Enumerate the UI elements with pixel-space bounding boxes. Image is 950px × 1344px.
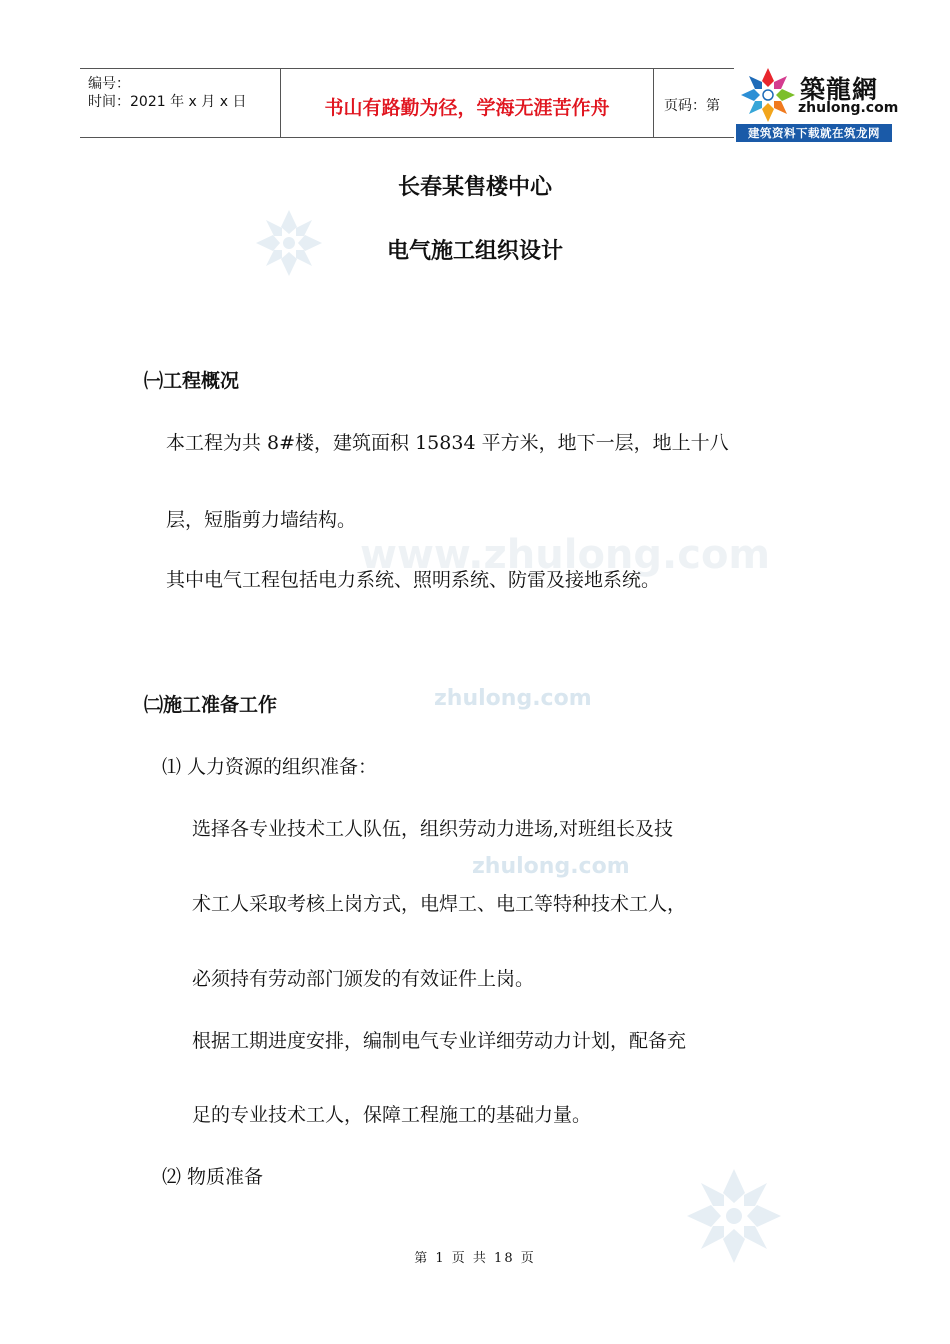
motto-text: 书山有路勤为径，学海无涯苦作舟 (324, 97, 610, 119)
number-label: 编号： (88, 76, 130, 92)
header-info-cell (80, 69, 281, 137)
zhulong-logo (734, 64, 899, 144)
header-motto-cell (281, 69, 654, 137)
watermark-text: zhulong.com (472, 854, 630, 879)
document-subtitle: 电气施工组织设计 (386, 239, 563, 264)
logo-banner: 建筑资料下载就在筑龙网 (736, 124, 892, 142)
paragraph-line: 其中电气工程包括电力系统、照明系统、防雷及接地系统。 (166, 569, 661, 591)
document-title: 长春某售楼中心 (397, 175, 552, 200)
page-label: 页码：第 (664, 98, 720, 114)
watermark-text: zhulong.com (434, 686, 592, 711)
watermark-text: www.zhulong.com (360, 532, 771, 578)
section-heading: ㈡施工准备工作 (144, 694, 278, 716)
paragraph-line: 足的专业技术工人，保障工程施工的基础力量。 (192, 1104, 592, 1126)
paragraph-line: 必须持有劳动部门颁发的有效证件上岗。 (192, 968, 535, 990)
section-heading: ㈠工程概况 (144, 370, 240, 392)
time-label: 时间：2021 年 x 月 x 日 (88, 94, 247, 110)
page-footer: 第 1 页 共 18 页 (414, 1251, 536, 1266)
subsection-label: ⑴ 人力资源的组织准备： (162, 756, 378, 778)
subsection-label: ⑵ 物质准备 (162, 1166, 264, 1188)
paragraph-line: 术工人采取考核上岗方式，电焊工、电工等特种技术工人， (192, 893, 687, 915)
paragraph-line: 层，短脂剪力墙结构。 (166, 509, 357, 531)
logo-name: 築龍網 (800, 75, 879, 104)
paragraph-line: 本工程为共 8#楼，建筑面积 15834 平方米，地下一层，地上十八 (166, 432, 729, 454)
snowflake-logo-icon (738, 66, 798, 124)
logo-url: zhulong.com (798, 100, 899, 116)
paragraph-line: 根据工期进度安排，编制电气专业详细劳动力计划，配备充 (192, 1030, 687, 1052)
paragraph-line: 选择各专业技术工人队伍，组织劳动力进场,对班组长及技 (192, 818, 674, 840)
